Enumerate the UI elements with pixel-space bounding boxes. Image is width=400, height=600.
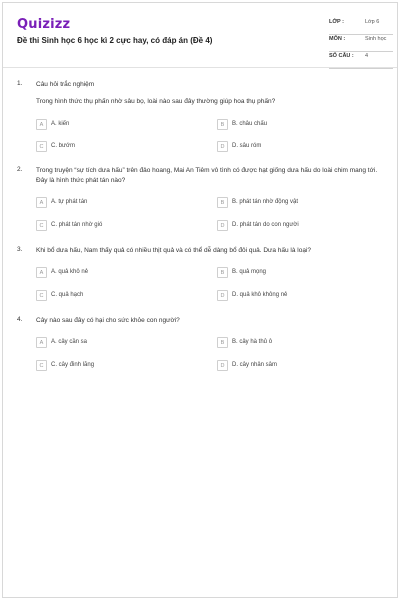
meta-table bbox=[329, 18, 393, 69]
option-text: C. phát tán nhờ gió bbox=[51, 222, 103, 228]
question-text: Trong hình thức thụ phấn nhờ sâu bọ, loài nào sau đây thường giúp hoa thụ phấn? bbox=[36, 98, 276, 105]
option-letter-box: A bbox=[36, 119, 47, 130]
option-text: A. kiến bbox=[51, 121, 70, 127]
option-letter-box: B bbox=[217, 337, 228, 348]
option-letter-box: C bbox=[36, 141, 47, 152]
option-letter-box: A bbox=[36, 197, 47, 208]
question-number: 3. bbox=[17, 246, 23, 253]
header-divider bbox=[3, 67, 397, 68]
option-text: B. phát tán nhờ động vật bbox=[232, 199, 298, 205]
option-text: C. bướm bbox=[51, 143, 75, 149]
option-text: A. tự phát tán bbox=[51, 199, 88, 205]
option-text: D. sâu róm bbox=[232, 143, 262, 149]
meta-value: 4 bbox=[365, 53, 369, 59]
option-text: A. quả khô nẻ bbox=[51, 269, 89, 275]
meta-value: Lớp 6 bbox=[365, 19, 380, 25]
document-title: Đề thi Sinh học 6 học kì 2 cực hay, có đáp án (Đề 4) bbox=[17, 36, 213, 45]
option-letter-box: A bbox=[36, 337, 47, 348]
worksheet-page bbox=[2, 2, 398, 598]
meta-key: LỚP : bbox=[329, 19, 344, 25]
meta-key: MÔN : bbox=[329, 36, 346, 42]
option-text: D. quả khô không nẻ bbox=[232, 292, 288, 298]
quizizz-logo: Quizizz bbox=[17, 17, 71, 32]
option-letter-box: C bbox=[36, 220, 47, 231]
question-number: 4. bbox=[17, 316, 23, 323]
option-text: B. cây hà thủ ô bbox=[232, 339, 273, 345]
meta-key: SỐ CÂU : bbox=[329, 53, 354, 59]
option-text: A. cây cần sa bbox=[51, 339, 88, 345]
question-text: Trong truyện “sự tích dưa hấu” trên đảo hoang, Mai An Tiêm vô tình có được hạt giống dưa hấu do loài chim mang tới. Đây là hình thức phát tán nào? bbox=[36, 167, 378, 184]
option-text: B. quả mọng bbox=[232, 269, 267, 275]
question-number: 2. bbox=[17, 166, 23, 173]
option-letter-box: D bbox=[217, 220, 228, 231]
option-text: C. cây đinh lăng bbox=[51, 362, 95, 368]
option-text: D. cây nhân sâm bbox=[232, 362, 278, 368]
option-text: B. châu chấu bbox=[232, 121, 268, 127]
option-text: D. phát tán do con người bbox=[232, 222, 299, 228]
option-text: C. quả hạch bbox=[51, 292, 84, 298]
meta-row-subject bbox=[329, 35, 393, 52]
option-letter-box: B bbox=[217, 197, 228, 208]
meta-value: Sinh học bbox=[365, 36, 387, 42]
option-letter-box: B bbox=[217, 267, 228, 278]
option-letter-box: C bbox=[36, 360, 47, 371]
option-letter-box: D bbox=[217, 360, 228, 371]
option-letter-box: D bbox=[217, 290, 228, 301]
question-label: Câu hỏi trắc nghiệm bbox=[36, 81, 95, 88]
option-letter-box: C bbox=[36, 290, 47, 301]
option-letter-box: A bbox=[36, 267, 47, 278]
question-text: Khi bổ dưa hấu, Nam thấy quả có nhiều thịt quả và có thể dễ dàng bổ đôi quả. Dưa hấu là loại? bbox=[36, 247, 312, 254]
option-letter-box: D bbox=[217, 141, 228, 152]
option-letter-box: B bbox=[217, 119, 228, 130]
question-number: 1. bbox=[17, 80, 23, 87]
question-text: Cây nào sau đây có hại cho sức khỏe con người? bbox=[36, 317, 180, 324]
meta-row-grade bbox=[329, 18, 393, 35]
